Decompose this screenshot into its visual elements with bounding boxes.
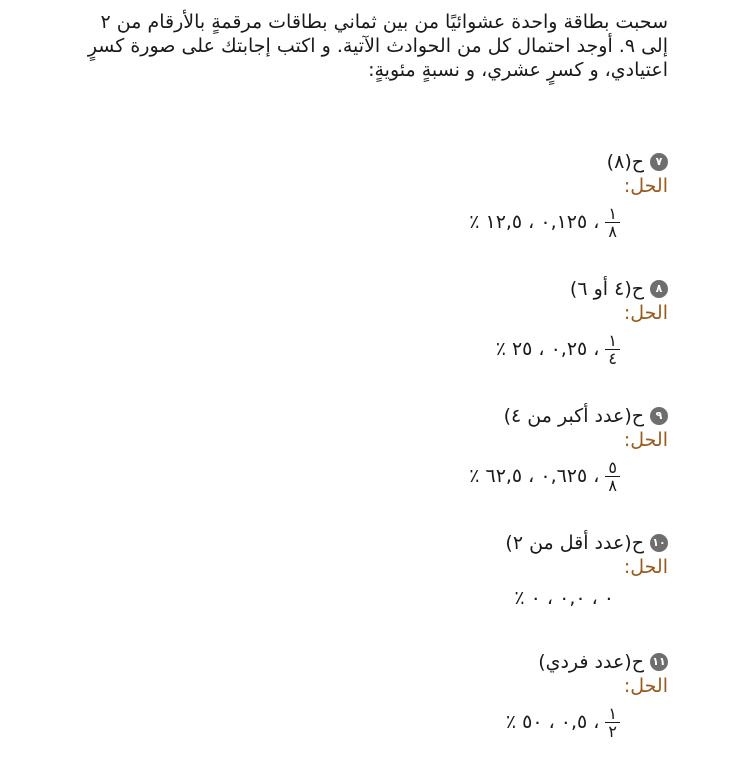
- answer-line: [248, 327, 620, 371]
- problem-event: ح(عدد أقل من ٢): [505, 532, 644, 554]
- common-fraction: [605, 705, 620, 740]
- common-fraction: [605, 332, 620, 367]
- decimal-and-percent: ، ٠,٥ ، ٥٠ ٪: [505, 711, 600, 733]
- fraction-numerator: ١: [605, 205, 620, 223]
- problem-item: [248, 531, 668, 613]
- problem-number-badge: ٧: [650, 153, 668, 171]
- solution-label: الحل:: [623, 175, 668, 197]
- problem-header: [248, 277, 668, 301]
- problem-header: [248, 531, 668, 555]
- problem-event: ح(٨): [606, 151, 644, 173]
- common-fraction: [605, 205, 620, 240]
- problem-number-badge: ٩: [650, 407, 668, 425]
- problem-event: ح(٤ أو ٦): [569, 278, 644, 300]
- fraction-numerator: ١: [605, 332, 620, 350]
- problem-statement: سحبت بطاقة واحدة عشوائيًا من بين ثماني بطاقات مرقمةٍ بالأرقام من ٢ إلى ٩. أوجد احتمال كل من الحوادث الآتية. و اكتب إجابتك على صورة كسرٍ اعتيادي، و كسرٍ عشري، و نسبةٍ مئويةٍ:: [87, 11, 668, 81]
- problem-item: [248, 404, 668, 498]
- common-fraction: [605, 459, 620, 494]
- problem-number-badge: ٨: [650, 280, 668, 298]
- fraction-denominator: ٨: [608, 221, 617, 241]
- fraction-numerator: ٥: [605, 459, 620, 477]
- solution-label: الحل:: [623, 556, 668, 578]
- problem-item: [248, 277, 668, 371]
- solution-label: الحل:: [623, 429, 668, 451]
- decimal-and-percent: ، ٠,١٢٥ ، ١٢,٥ ٪: [469, 211, 600, 233]
- problem-header: [248, 404, 668, 428]
- decimal-and-percent: ، ٠,٦٢٥ ، ٦٢,٥ ٪: [469, 465, 600, 487]
- fraction-denominator: ٤: [608, 348, 617, 368]
- answer-line: [248, 583, 620, 613]
- problem-header: [248, 650, 668, 674]
- solution-label: الحل:: [623, 675, 668, 697]
- answer-line: [248, 454, 620, 498]
- fraction-denominator: ٢: [608, 721, 617, 741]
- decimal-and-percent: ، ٠,٢٥ ، ٢٥ ٪: [495, 338, 600, 360]
- fraction-numerator: ١: [605, 705, 620, 723]
- answer-line: [248, 200, 620, 244]
- problem-event: ح(عدد فردي): [538, 651, 644, 673]
- answer-text: ٠ ، ٠,٠ ، ٠ ٪: [514, 587, 614, 609]
- problem-item: [248, 650, 668, 744]
- fraction-denominator: ٨: [608, 475, 617, 495]
- problem-number-badge: ١١: [650, 653, 668, 671]
- problem-item: [248, 150, 668, 244]
- solution-label: الحل:: [623, 302, 668, 324]
- answer-line: [248, 700, 620, 744]
- problem-header: [248, 150, 668, 174]
- problem-event: ح(عدد أكبر من ٤): [503, 405, 644, 427]
- problem-number-badge: ١٠: [650, 534, 668, 552]
